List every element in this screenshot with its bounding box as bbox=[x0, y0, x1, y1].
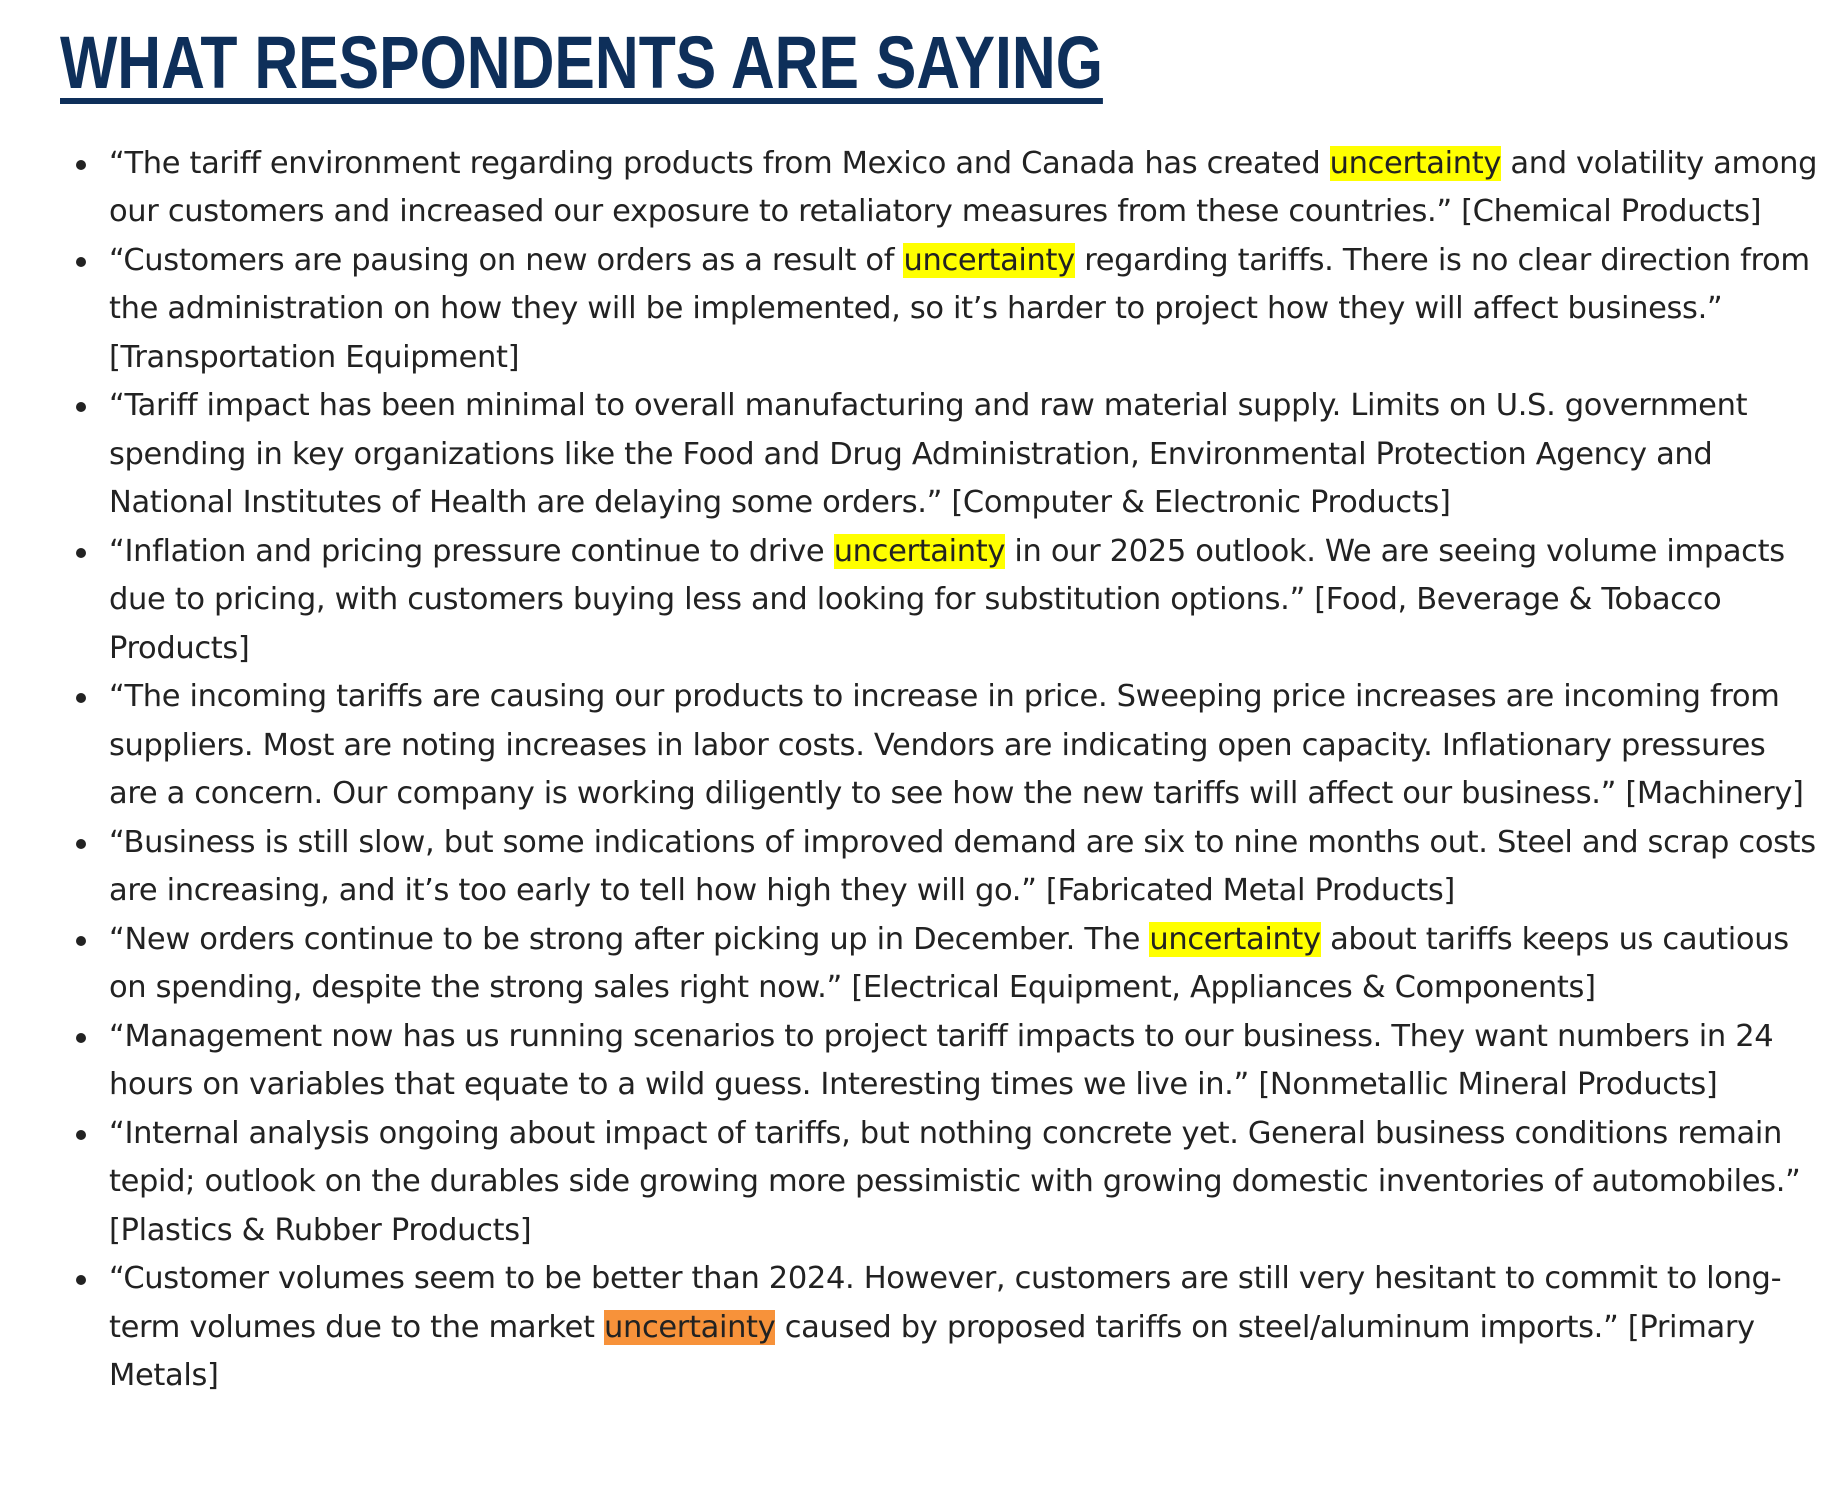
bullet-icon bbox=[76, 160, 86, 170]
bullet-icon bbox=[76, 936, 86, 946]
bullet-icon bbox=[76, 548, 86, 558]
quote-text: “Customer volumes seem to be better than 2024. However, customers are still very hesitant to commit to long-term volumes due to the market bbox=[109, 1261, 1782, 1345]
quote-text: regarding tariffs. There is no clear direction from the administration on how they will be implemented, so it’s harder to project how they will affect business.” [Transportation Equipment] bbox=[109, 242, 1810, 375]
quote-text: “Internal analysis ongoing about impact of tariffs, but nothing concrete yet. General business conditions remain tepid; outlook on the durables side growing more pessimistic with growing domestic inventories of automobiles.” [Plastics & Rubber Products] bbox=[109, 1115, 1801, 1248]
quote-text: “New orders continue to be strong after picking up in December. The bbox=[109, 921, 1150, 957]
quote-text: about tariffs keeps us cautious on spending, despite the strong sales right now.” [Electrical Equipment, Appliances & Components] bbox=[109, 921, 1789, 1006]
quote-item bbox=[60, 673, 1820, 819]
section-heading: WHAT RESPONDENTS ARE SAYING bbox=[60, 21, 1103, 104]
quote-item bbox=[60, 382, 1820, 528]
quote-text: “Tariff impact has been minimal to overall manufacturing and raw material supply. Limits on U.S. government spending in key organizations like the Food and Drug Administration, Environmental Protection Agency and National Institutes of Health are delaying some orders.” [Computer & Electronic Products] bbox=[109, 388, 1748, 521]
quote-text: “The tariff environment regarding products from Mexico and Canada has created bbox=[109, 145, 1330, 181]
quote-text: “Inflation and pricing pressure continue to drive bbox=[109, 533, 834, 569]
quote-item bbox=[60, 1255, 1820, 1401]
bullet-icon bbox=[76, 1130, 86, 1140]
highlighted-keyword: uncertainty bbox=[1329, 145, 1502, 181]
quote-item bbox=[60, 1013, 1820, 1110]
highlighted-keyword-orange: uncertainty bbox=[604, 1309, 776, 1345]
quote-text: “Management now has us running scenarios to project tariff impacts to our business. They want numbers in 24 hours on variables that equate to a wild guess. Interesting times we live in.” [Nonmetallic Mineral Products] bbox=[109, 1018, 1774, 1103]
bullet-icon bbox=[76, 839, 86, 849]
quote-item bbox=[60, 1110, 1820, 1256]
quote-text: and volatility among our customers and increased our exposure to retaliatory measures from these countries.” [Chemical Products] bbox=[109, 145, 1818, 230]
quote-item bbox=[60, 916, 1820, 1013]
article-section bbox=[60, 21, 1820, 1401]
bullet-icon bbox=[76, 402, 86, 412]
bullet-icon bbox=[76, 257, 86, 267]
quote-text: “Business is still slow, but some indications of improved demand are six to nine months out. Steel and scrap costs are increasing, and it’s too early to tell how high they will go.” [Fabricated Metal Products] bbox=[109, 824, 1816, 909]
quote-item bbox=[60, 237, 1820, 383]
quote-text: in our 2025 outlook. We are seeing volume impacts due to pricing, with customers buying less and looking for substitution options.” [Food, Beverage & Tobacco Products] bbox=[109, 533, 1785, 666]
quote-item bbox=[60, 819, 1820, 916]
bullet-icon bbox=[76, 1033, 86, 1043]
highlighted-keyword: uncertainty bbox=[833, 533, 1006, 569]
quote-text: “The incoming tariffs are causing our products to increase in price. Sweeping price increases are incoming from suppliers. Most are noting increases in labor costs. Vendors are indicating open capacity. Inflationary pressures are a concern. Our company is working diligently to see how the new tariffs will affect our business.” [Machinery] bbox=[109, 679, 1804, 812]
quote-item bbox=[60, 528, 1820, 674]
bullet-icon bbox=[76, 1275, 86, 1285]
quote-text: caused by proposed tariffs on steel/aluminum imports.” [Primary Metals] bbox=[109, 1309, 1755, 1394]
highlighted-keyword: uncertainty bbox=[903, 242, 1075, 278]
quote-text: “Customers are pausing on new orders as a result of bbox=[109, 242, 904, 278]
bullet-icon bbox=[76, 693, 86, 703]
quote-item bbox=[60, 140, 1820, 237]
respondent-quotes-list bbox=[60, 140, 1820, 1401]
highlighted-keyword: uncertainty bbox=[1149, 921, 1321, 957]
